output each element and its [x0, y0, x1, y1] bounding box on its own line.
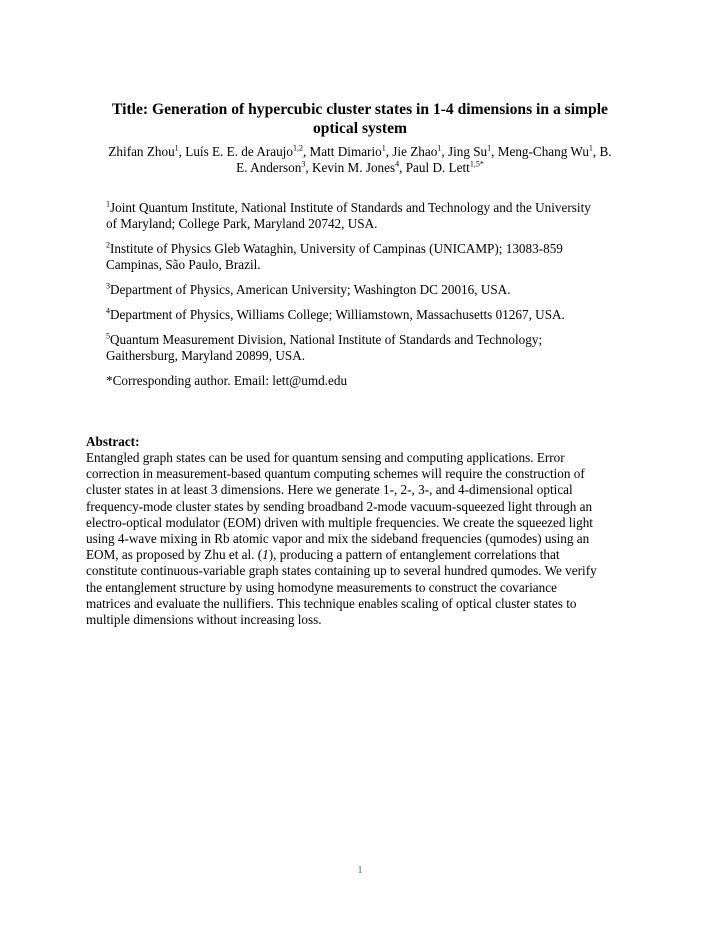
abstract-line: EOM, as proposed by Zhu et al. (1), producing a pattern of entanglement correlations that: [86, 547, 560, 563]
author-name: Kevin M. Jones: [311, 160, 396, 175]
affiliation-text: Institute of Physics Gleb Wataghin, University of Campinas (UNICAMP); 13083-859: [110, 241, 563, 256]
abstract-heading: Abstract:: [86, 434, 140, 449]
affiliation-sup: 1: [106, 199, 110, 209]
affiliation-text: of Maryland; College Park, Maryland 20742, USA.: [106, 216, 378, 231]
author-name: Meng-Chang Wu: [497, 144, 589, 159]
author-sup: 1: [437, 143, 442, 153]
affiliation-item: [106, 282, 636, 298]
abstract-line: correction in measurement-based quantum computing schemes will require the construction of: [86, 466, 585, 482]
affiliation-item: [106, 241, 636, 273]
affiliation-item: [106, 200, 636, 232]
author-sup: 4: [395, 159, 400, 169]
author-name: Luís E. E. de Araujo: [185, 144, 293, 159]
affiliation-sup: 3: [106, 281, 110, 291]
abstract-section: [86, 434, 638, 628]
author-sup: 3: [301, 159, 306, 169]
affiliation-item: [106, 332, 636, 364]
affiliation-sup: 2: [106, 240, 110, 250]
affiliation-sup: 4: [106, 306, 110, 316]
author-name: Jie Zhao: [392, 144, 438, 159]
author-sep: ,: [491, 144, 498, 159]
author-sup: 1: [174, 143, 179, 153]
author-name: Matt Dimario: [309, 144, 382, 159]
affiliation-item: [106, 307, 636, 323]
title-line: optical system: [313, 120, 407, 137]
abstract-line: matrices and evaluate the nullifiers. This technique enables scaling of optical cluster states to: [86, 595, 577, 611]
author-name: E. Anderson: [236, 160, 302, 175]
author-name: Jing Su: [447, 144, 488, 159]
affiliation-list: [106, 200, 636, 398]
abstract-line: frequency-mode cluster states by sending broadband 2-mode vacuum-squeezed light through an: [86, 498, 593, 514]
affiliation-text: Campinas, São Paulo, Brazil.: [106, 257, 261, 272]
author-sep: ,: [399, 160, 406, 175]
author-sep: ,: [385, 144, 393, 159]
abstract-line: Entangled graph states can be used for quantum sensing and computing applications. Error: [86, 450, 565, 465]
affiliation-text: Department of Physics, American University; Washington DC 20016, USA.: [110, 282, 511, 297]
affiliation-sup: 5: [106, 331, 110, 341]
author-sep: ,: [305, 160, 312, 175]
paper-title: [80, 100, 640, 138]
reference-number: 1: [262, 547, 269, 563]
author-name: Zhifan Zhou: [108, 144, 175, 159]
affiliation-text: Joint Quantum Institute, National Institute of Standards and Technology and the University: [110, 200, 591, 215]
author-sep: , B.: [592, 144, 612, 159]
author-list: [82, 144, 638, 176]
author-sep: ,: [178, 144, 186, 159]
corresponding-author: *Corresponding author. Email: lett@umd.edu: [106, 373, 348, 388]
abstract-line: multiple dimensions without increasing loss.: [86, 612, 322, 628]
affiliation-text: Quantum Measurement Division, National Institute of Standards and Technology;: [110, 332, 543, 347]
author-sep: ,: [302, 144, 310, 159]
author-sup: 1: [381, 143, 386, 153]
title-line: Title: Generation of hypercubic cluster states in 1-4 dimensions in a simple: [112, 101, 608, 118]
affiliation-text: Gaithersburg, Maryland 20899, USA.: [106, 348, 306, 363]
author-sup: 1: [487, 143, 492, 153]
author-sup: 1,5*: [469, 159, 484, 169]
author-sup: 1,2: [292, 143, 303, 153]
abstract-line: using 4-wave mixing in Rb atomic vapor and mix the sideband frequencies (qumodes) using an: [86, 531, 590, 547]
affiliation-text: Department of Physics, Williams College; Williamstown, Massachusetts 01267, USA.: [110, 307, 565, 322]
abstract-line: the entanglement structure by using homodyne measurements to construct the covariance: [86, 579, 557, 595]
abstract-line: electro-optical modulator (EOM) driven with multiple frequencies. We create the squeezed light: [86, 514, 593, 530]
abstract-line: cluster states in at least 3 dimensions. Here we generate 1-, 2-, 3-, and 4-dimensional optical: [86, 482, 573, 498]
author-sup: 1: [588, 143, 593, 153]
page-number: 1: [357, 864, 363, 876]
abstract-line: constitute continuous-variable graph states containing up to several hundred qumodes. We verify: [86, 563, 597, 579]
author-name: Paul D. Lett: [405, 160, 470, 175]
author-sep: ,: [441, 144, 448, 159]
